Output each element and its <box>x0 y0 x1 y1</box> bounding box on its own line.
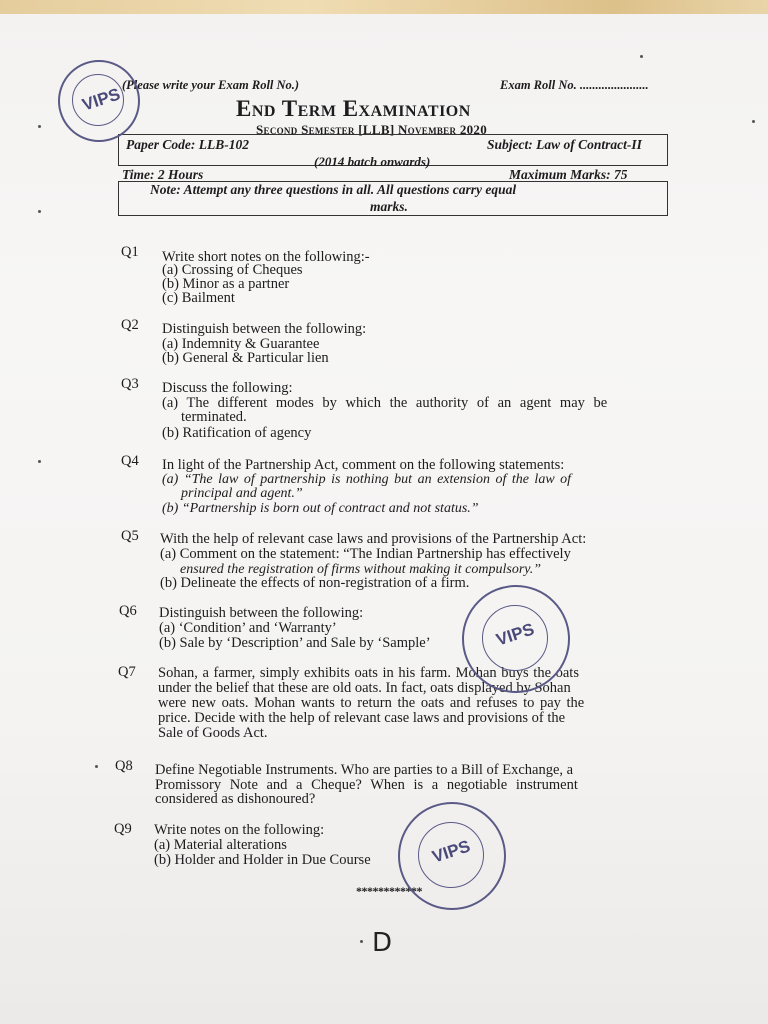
semester-line: Second Semester [LLB] November 2020 <box>256 122 488 137</box>
question-number: Q2 <box>121 317 139 333</box>
question-text: (a) Indemnity & Guarantee <box>162 336 320 352</box>
question-text: (a) Comment on the statement: “The Indian Partnership has effectively <box>160 546 571 562</box>
question-text: price. Decide with the help of relevant case laws and provisions of the <box>158 710 566 726</box>
question-text: Discuss the following: <box>162 380 293 396</box>
question-text: (b) Minor as a partner <box>162 276 290 292</box>
question-text: ensured the registration of firms without making it compulsory.” <box>180 562 542 577</box>
stamp-label: VIPS <box>429 836 473 867</box>
end-stars: ************ <box>356 884 422 898</box>
subject: Subject: Law of Contract-II <box>487 137 642 152</box>
roll-instruction: (Please write your Exam Roll No.) <box>122 78 300 92</box>
question-text: (b) General & Particular lien <box>162 350 329 366</box>
institute-stamp <box>462 585 570 693</box>
handwritten-initial: D <box>372 928 393 958</box>
stamp-label: VIPS <box>79 84 123 115</box>
paper-code: Paper Code: LLB-102 <box>126 137 249 152</box>
question-number: Q6 <box>119 603 137 619</box>
question-text: (a) ‘Condition’ and ‘Warranty’ <box>159 620 337 636</box>
question-text: (b) Ratification of agency <box>162 425 312 441</box>
question-text: (b) Holder and Holder in Due Course <box>154 852 371 868</box>
question-number: Q5 <box>121 528 139 544</box>
batch-line: (2014 batch onwards) <box>314 154 431 169</box>
scan-speck <box>752 120 755 123</box>
question-number: Q9 <box>114 821 132 837</box>
institute-stamp <box>398 802 506 910</box>
question-text: (b) “Partnership is born out of contract and not status.” <box>162 501 479 516</box>
maximum-marks: Maximum Marks: 75 <box>509 167 628 182</box>
question-text: Distinguish between the following: <box>159 605 364 621</box>
question-text: considered as dishonoured? <box>155 791 316 807</box>
question-text: Write short notes on the following:- <box>162 249 370 265</box>
stamp-label: VIPS <box>493 619 537 650</box>
question-text: were new oats. Mohan wants to return the oats and refuses to pay the <box>158 695 585 711</box>
scan-speck <box>360 940 363 943</box>
question-text: (a) The different modes by which the authority of an agent may be <box>162 395 608 411</box>
question-text: (a) “The law of partnership is nothing but an extension of the law of <box>162 472 572 487</box>
scan-speck <box>38 460 41 463</box>
question-text: (b) Sale by ‘Description’ and Sale by ‘Sample’ <box>159 635 431 651</box>
scan-speck <box>95 765 98 768</box>
question-text: Distinguish between the following: <box>162 321 367 337</box>
question-number: Q8 <box>115 758 133 774</box>
question-text: Sale of Goods Act. <box>158 725 268 741</box>
exam-title: End Term Examination <box>236 96 471 121</box>
question-text: With the help of relevant case laws and provisions of the Partnership Act: <box>160 531 587 547</box>
exam-time: Time: 2 Hours <box>122 167 204 182</box>
question-number: Q4 <box>121 453 139 469</box>
question-text: Write notes on the following: <box>154 822 325 838</box>
institute-stamp <box>58 60 140 142</box>
question-text: Sohan, a farmer, simply exhibits oats in his farm. Mohan buys the oats <box>158 665 579 681</box>
question-text: principal and agent.” <box>181 486 303 501</box>
note-line-1: Note: Attempt any three questions in all. All questions carry equal <box>150 182 517 197</box>
question-text: (a) Crossing of Cheques <box>162 262 303 278</box>
question-text: terminated. <box>181 409 247 425</box>
paper-top-edge <box>0 0 768 14</box>
question-text: Promissory Note and a Cheque? When is a negotiable instrument <box>155 777 578 793</box>
question-text: (a) Material alterations <box>154 837 287 853</box>
roll-number-field: Exam Roll No. ...................... <box>500 78 649 92</box>
question-text: under the belief that these are old oats. In fact, oats displayed by Sohan <box>158 680 571 696</box>
question-number: Q1 <box>121 244 139 260</box>
question-text: (c) Bailment <box>162 290 235 306</box>
question-text: In light of the Partnership Act, comment on the following statements: <box>162 457 565 473</box>
scan-speck <box>640 55 643 58</box>
question-number: Q3 <box>121 376 139 392</box>
note-line-2: marks. <box>370 199 408 214</box>
question-text: Define Negotiable Instruments. Who are parties to a Bill of Exchange, a <box>155 762 574 778</box>
question-number: Q7 <box>118 664 136 680</box>
scan-speck <box>38 210 41 213</box>
question-text: (b) Delineate the effects of non-registration of a firm. <box>160 575 470 591</box>
scan-speck <box>38 125 41 128</box>
